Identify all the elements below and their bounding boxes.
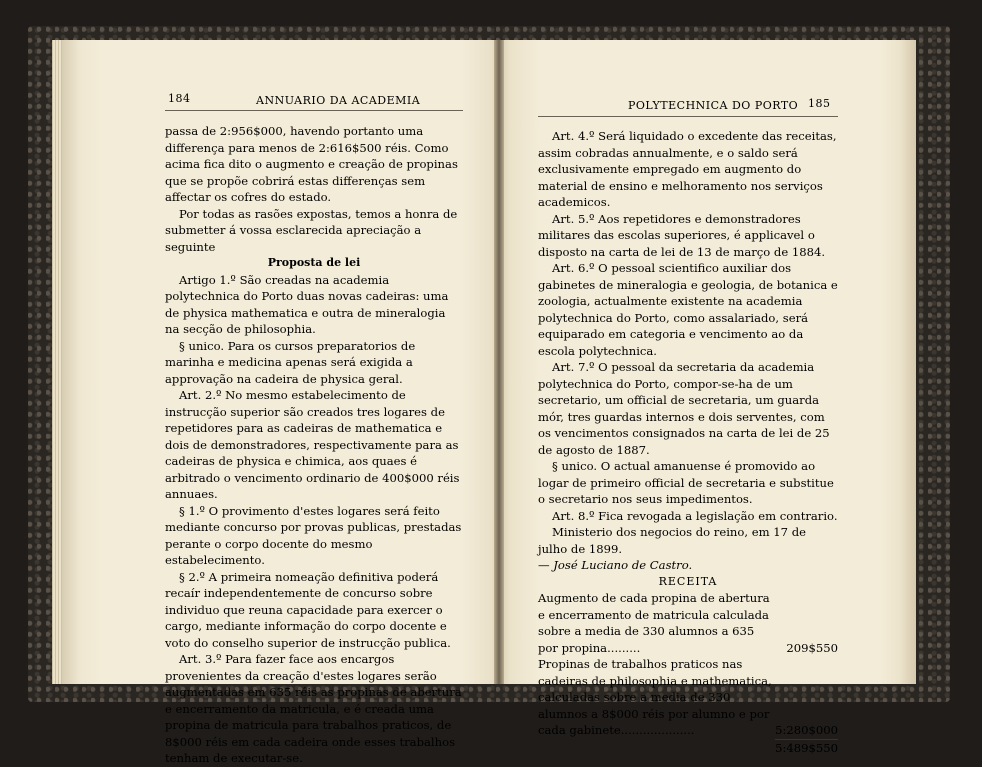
receita-item-text: Propinas de trabalhos praticos nas cadeiras de philosophia e mathematica, calculadas sobre a media de 330 alumnos a 8$000 réis por alumno e por cada gabinete....................: [538, 657, 772, 737]
receita-item-text: Augmento de cada propina de abertura e encerramento de matricula calculada sobre a media de 330 alumnos a 635 por propina.........: [538, 591, 770, 655]
article: § 1.º O provimento d'estes logares será feito mediante concurso por provas publicas, prestadas perante o corpo docente do mesmo estabelecimento.: [165, 503, 462, 567]
article: Artigo 1.º São creadas na academia polytechnica do Porto duas novas cadeiras: uma de physica mathematica e outra de mineralogia na secção de philosophia.: [165, 272, 449, 336]
receita-total-row: [538, 739, 838, 757]
article: Art. 2.º No mesmo estabelecimento de instrucção superior são creados tres logares de repetidores para as cadeiras de mathematica e dois de demonstradores, respectivamente para as cadeiras de physica e chimica, aos quaes é arbitrado o vencimento ordinario de 400$000 réis annuaes.: [165, 388, 460, 501]
article: Art. 7.º O pessoal da secretaria da academia polytechnica do Porto, compor-se-ha de um secretario, um official de secretaria, um guarda mór, tres guardas internos e dois serventes, com os vencimentos consignados na carta de lei de 25 de agosto de 1887.: [538, 360, 830, 457]
paragraph: passa de 2:956$000, havendo portanto uma differença para menos de 2:616$500 réis. Como acima fica dito o augmento e creação de propinas que se propõe cobrirá estas differenças sem affectar os cofres do estado.: [165, 124, 458, 204]
left-page-edges: [52, 40, 62, 684]
article: Ministerio dos negocios do reino, em 17 de julho de 1899.: [538, 525, 806, 556]
article: Art. 5.º Aos repetidores e demonstradores militares das escolas superiores, é applicavel o disposto na carta de lei de 13 de março de 1884.: [538, 211, 826, 259]
article: § unico. O actual amanuense é promovido ao logar de primeiro official de secretaria e substitue o secretario nos seus impedimentos.: [538, 459, 834, 506]
right-header-rule: [538, 116, 838, 117]
right-page-body: [538, 128, 838, 756]
left-running-head: ANNUARIO DA ACADEMIA: [256, 94, 421, 107]
article: Art. 3.º Para fazer face aos encargos provenientes da creação d'estes logares serão augmentadas em 635 réis as propinas de abertura e encerramento da matricula, e é creada uma propina de matricula para trabalhos praticos, de 8$000 réis em cada cadeira onde esses trabalhos tenham de executar-se.: [165, 652, 462, 765]
receita-item: [538, 656, 838, 739]
article: Art. 4.º Será liquidado o excedente das receitas, assim cobradas annualmente, e o saldo será exclusivamente empregado em augmento do material de ensino e melhoramento nos serviços academicos.: [538, 129, 837, 209]
left-header-rule: [165, 110, 463, 111]
receita-item: [538, 590, 838, 656]
article: § 2.º A primeira nomeação definitiva poderá recaír independentemente de concurso sobre individuo que reuna capacidade para exercer o cargo, mediante informação do corpo docente e voto do conselho superior de instrucção publica.: [165, 569, 451, 650]
article: § unico. Para os cursos preparatorios de marinha e medicina apenas será exigida a approvação na cadeira de physica geral.: [165, 338, 416, 386]
section-heading: Proposta de lei: [267, 256, 361, 269]
signature: — José Luciano de Castro.: [538, 558, 693, 572]
book-gutter: [494, 40, 504, 684]
left-page-number: 184: [168, 92, 191, 105]
receita-title: RECEITA: [658, 574, 718, 588]
paragraph: Por todas as rasões expostas, temos a honra de submetter á vossa esclarecida apreciação a seguinte: [165, 206, 458, 254]
right-page-number: 185: [808, 97, 831, 110]
receita-item-amount: 209$550: [786, 640, 838, 655]
left-page-body: [165, 123, 463, 767]
receita-item-amount: 5:280$000: [775, 723, 838, 737]
receita-total: 5:489$550: [775, 740, 838, 755]
right-running-head: POLYTECHNICA DO PORTO: [628, 99, 799, 112]
article: Art. 6.º O pessoal scientifico auxiliar dos gabinetes de mineralogia e geologia, de botanica e zoologia, actualmente existente na academia polytechnica do Porto, como assalariado, será equiparado em categoria e vencimento ao da escola polytechnica.: [538, 261, 838, 358]
article: Art. 8.º Fica revogada a legislação em contrario.: [552, 508, 838, 523]
